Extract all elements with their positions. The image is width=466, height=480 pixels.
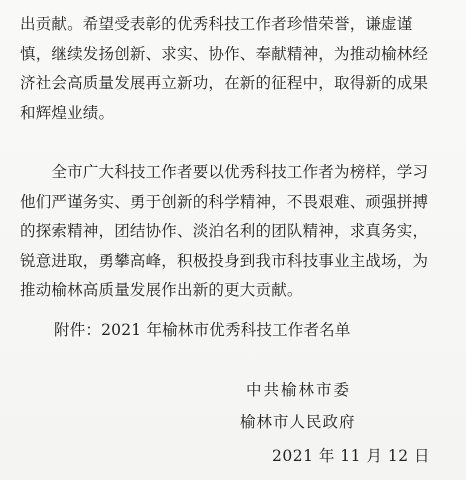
body-paragraph-2 — [20, 158, 450, 306]
body-paragraph-1 — [20, 10, 450, 128]
text-line: 慎，继续发扬创新、求实、协作、奉献精神，为推动榆林经 — [20, 44, 429, 63]
text-line: 的探索精神，团结协作、淡泊名利的团队精神，求真务实， — [20, 222, 429, 240]
text-line: 济社会高质量发展再立新功，在新的征程中，取得新的成果 — [20, 74, 429, 92]
text-line: 他们严谨务实、勇于创新的科学精神，不畏艰难、顽强拼搏 — [20, 192, 429, 211]
signature-org-government: 榆林市人民政府 — [240, 413, 356, 431]
text-line: 锐意进取，勇攀高峰，积极投身到我市科技事业主战场，为 — [20, 251, 429, 270]
attachment-line: 附件：2021 年榆林市优秀科技工作者名单 — [54, 321, 351, 339]
text-line: 出贡献。希望受表彰的优秀科技工作者珍惜荣誉，谦虚谨 — [20, 15, 413, 33]
text-line: 全市广大科技工作者要以优秀科技工作者为榜样，学习 — [20, 163, 429, 181]
signature-org-party-committee: 中共榆林市委 — [246, 381, 352, 399]
signature-date: 2021 年 11 月 12 日 — [272, 447, 431, 465]
text-line: 推动榆林高质量发展作出新的更大贡献。 — [20, 281, 303, 299]
text-line: 和辉煌业绩。 — [20, 103, 115, 122]
